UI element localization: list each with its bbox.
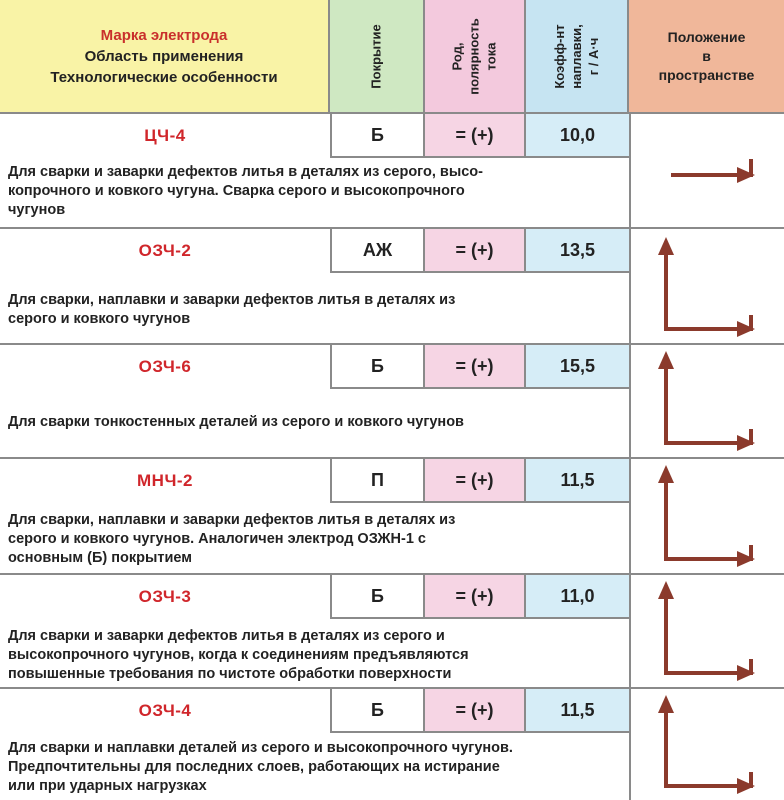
header-position-cell xyxy=(629,0,784,114)
polarity-value: = (+) xyxy=(425,459,526,503)
electrode-name: МНЧ-2 xyxy=(137,471,193,490)
header-coef-line3: г / А·ч xyxy=(586,37,601,75)
coef-value: 15,5 xyxy=(526,345,629,389)
header-polarity-line2: полярность xyxy=(467,17,482,95)
polarity-value: = (+) xyxy=(425,229,526,273)
coating-value: Б xyxy=(330,575,425,619)
position-cell xyxy=(629,114,784,227)
description-line: высокопрочного чугунов, когда к соединениям предъявляются xyxy=(8,647,469,663)
header-electrode-brand: Марка электрода xyxy=(100,26,228,44)
header-electrode-cell xyxy=(0,0,330,114)
header-polarity-line3: тока xyxy=(484,42,499,70)
coef-value: 11,5 xyxy=(526,689,629,733)
position-cell xyxy=(629,459,784,573)
description-line: основным (Б) покрытием xyxy=(8,550,192,566)
application-description xyxy=(8,291,622,329)
header-position-line2: в xyxy=(702,47,711,64)
coef-value: 11,5 xyxy=(526,459,629,503)
coating-value: Б xyxy=(330,345,425,389)
description-line: Для сварки и заварки дефектов литья в деталях из серого и xyxy=(8,628,445,644)
table-row xyxy=(0,345,784,459)
coating-value: П xyxy=(330,459,425,503)
description-line: Для сварки, наплавки и заварки дефектов литья в деталях из xyxy=(8,292,456,308)
polarity-value: = (+) xyxy=(425,575,526,619)
electrode-name: ОЗЧ-4 xyxy=(138,701,192,720)
flat-vertical-position-icon xyxy=(631,575,784,687)
coef-value: 13,5 xyxy=(526,229,629,273)
flat-vertical-position-icon xyxy=(631,459,784,573)
electrode-name: ОЗЧ-3 xyxy=(138,587,192,606)
description-line: повышенные требования по чистоте обработки поверхности xyxy=(8,666,452,682)
electrode-name: ОЗЧ-6 xyxy=(138,357,192,376)
header-coef-line2: наплавки, xyxy=(569,23,584,89)
application-description xyxy=(8,739,622,796)
coef-value: 10,0 xyxy=(526,114,629,158)
description-line: Для сварки, наплавки и заварки дефектов литья в деталях из xyxy=(8,512,456,528)
description-line: серого и ковкого чугунов xyxy=(8,311,191,327)
coating-value: Б xyxy=(330,114,425,158)
description-line: копрочного и ковкого чугуна. Сварка серого и высокопрочного xyxy=(8,183,465,199)
position-cell xyxy=(629,689,784,800)
header-polarity-cell xyxy=(425,0,526,114)
flat-position-icon xyxy=(631,114,784,227)
application-description xyxy=(8,163,622,220)
coating-value: АЖ xyxy=(330,229,425,273)
polarity-value: = (+) xyxy=(425,689,526,733)
polarity-value: = (+) xyxy=(425,114,526,158)
application-description xyxy=(8,627,622,684)
header-application-area: Область применения xyxy=(84,47,244,65)
electrode-name: ОЗЧ-2 xyxy=(138,241,192,260)
description-line: чугунов xyxy=(8,202,66,218)
position-cell xyxy=(629,345,784,457)
table-row xyxy=(0,575,784,689)
description-line: Предпочтительны для последних слоев, работающих на истирание xyxy=(8,759,500,775)
description-line: серого и ковкого чугунов. Аналогичен электрод ОЗЖН-1 с xyxy=(8,531,426,547)
table-row xyxy=(0,689,784,800)
header-polarity-line1: Род, xyxy=(450,42,465,70)
header-coef-line1: Коэфф-нт xyxy=(552,23,567,89)
header-position-line1: Положение xyxy=(667,28,746,45)
electrode-name: ЦЧ-4 xyxy=(144,126,186,145)
coef-value: 11,0 xyxy=(526,575,629,619)
header-coating: Покрытие xyxy=(369,23,384,89)
application-description xyxy=(8,511,622,568)
position-cell xyxy=(629,229,784,343)
header-position-line3: пространстве xyxy=(658,66,755,83)
header-coef-cell xyxy=(526,0,629,114)
table-row xyxy=(0,114,784,229)
description-line: или при ударных нагрузках xyxy=(8,778,207,794)
description-line: Для сварки и наплавки деталей из серого и высокопрочного чугунов. xyxy=(8,740,513,756)
header-technology-features: Технологические особенности xyxy=(50,68,278,86)
header-coating-cell xyxy=(330,0,425,114)
description-line: Для сварки и заварки дефектов литья в деталях из серого, высо- xyxy=(8,164,483,180)
flat-vertical-position-icon xyxy=(631,345,784,457)
table-row xyxy=(0,459,784,575)
position-cell xyxy=(629,575,784,687)
polarity-value: = (+) xyxy=(425,345,526,389)
table-row xyxy=(0,229,784,345)
application-description xyxy=(8,413,622,432)
flat-vertical-position-icon xyxy=(631,689,784,800)
coating-value: Б xyxy=(330,689,425,733)
description-line: Для сварки тонкостенных деталей из серого и ковкого чугунов xyxy=(8,414,464,430)
flat-vertical-position-icon xyxy=(631,229,784,343)
